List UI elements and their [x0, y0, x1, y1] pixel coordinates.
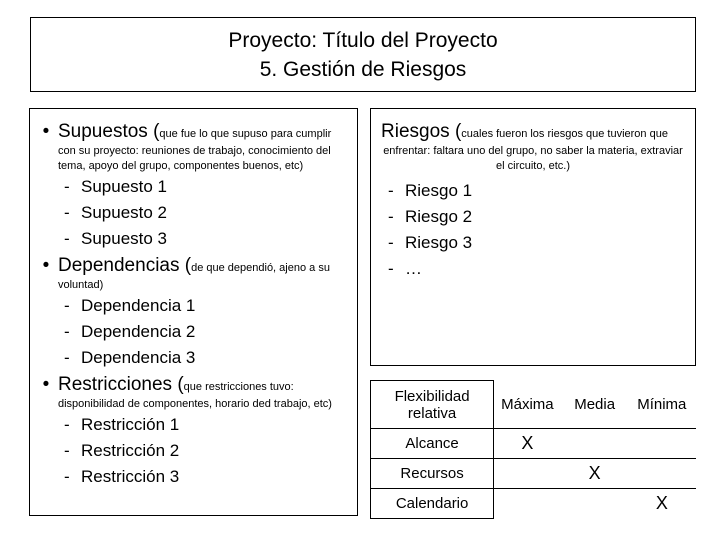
column-header-minima: Mínima [628, 381, 695, 429]
open-paren: ( [184, 255, 192, 276]
restriccion-item: Restricción 2 [81, 441, 180, 460]
bullet-icon: • [42, 374, 50, 395]
supuestos-section [34, 122, 351, 252]
slide-header [30, 17, 696, 92]
dash: - [388, 259, 394, 278]
row-label-calendario: Calendario [371, 489, 494, 519]
column-header-media: Media [561, 381, 628, 429]
supuesto-item: Supuesto 2 [81, 203, 168, 222]
supuestos-list [34, 174, 351, 252]
dependencias-heading [34, 256, 351, 278]
supuestos-heading [34, 122, 351, 144]
dash: - [388, 207, 394, 226]
row-label-recursos: Recursos [371, 459, 494, 489]
mark-cell [628, 429, 695, 459]
dependencias-list [34, 293, 351, 371]
supuesto-item: Supuesto 3 [81, 229, 168, 248]
list-item [64, 464, 351, 490]
dash: - [64, 348, 70, 367]
list-item [64, 200, 351, 226]
dash: - [388, 181, 394, 200]
list-item [388, 178, 689, 204]
table-row [371, 459, 696, 489]
dash: - [64, 322, 70, 341]
riesgos-title: Riesgos [381, 121, 450, 142]
column-header-maxima: Máxima [494, 381, 561, 429]
list-item [64, 174, 351, 200]
dash: - [64, 296, 70, 315]
open-paren: ( [454, 121, 462, 142]
list-item [388, 204, 689, 230]
restricciones-list [34, 412, 351, 490]
riesgos-desc: enfrentar: faltara uno del grupo, no saber la materia, extraviar el circuito, etc.) [383, 145, 683, 172]
riesgo-item: Riesgo 2 [405, 207, 473, 226]
restriccion-item: Restricción 3 [81, 467, 180, 486]
mark-cell [561, 489, 628, 519]
dependencia-item: Dependencia 2 [81, 322, 196, 341]
section-title: 5. Gestión de Riesgos [259, 57, 467, 81]
list-item [64, 293, 351, 319]
dash: - [64, 415, 70, 434]
mark-cell [494, 489, 561, 519]
riesgo-item: Riesgo 3 [405, 233, 473, 252]
open-paren: ( [177, 374, 184, 395]
dependencias-section [34, 256, 351, 371]
list-item [388, 230, 689, 256]
bullet-icon: • [42, 255, 50, 276]
riesgos-panel [370, 108, 696, 366]
dash: - [64, 177, 70, 196]
dependencias-desc-inline: de que dependió, ajeno a su [191, 262, 330, 274]
restricciones-desc-inline: que restricciones tuvo: [183, 381, 294, 393]
dependencias-title: Dependencias [58, 255, 180, 276]
mark-cell [628, 459, 695, 489]
table-header-row [371, 381, 696, 429]
bullet-icon: • [42, 121, 50, 142]
list-item [64, 345, 351, 371]
row-label-alcance: Alcance [371, 429, 494, 459]
mark-cell: X [561, 459, 628, 489]
mark-cell: X [628, 489, 695, 519]
riesgo-item: Riesgo 1 [405, 181, 473, 200]
left-panel [29, 108, 358, 516]
restricciones-section [34, 375, 351, 490]
dash: - [64, 467, 70, 486]
dash: - [388, 233, 394, 252]
table-row [371, 429, 696, 459]
list-item [64, 438, 351, 464]
dash: - [64, 203, 70, 222]
restricciones-desc: disponibilidad de componentes, horario ded trabajo, etc) [58, 398, 332, 410]
riesgo-item: … [405, 259, 422, 278]
riesgos-desc-inline: cuales fueron los riesgos que tuvieron que [461, 128, 668, 140]
dependencia-item: Dependencia 1 [81, 296, 196, 315]
dependencia-item: Dependencia 3 [81, 348, 196, 367]
dependencias-desc: voluntad) [58, 279, 104, 291]
restriccion-item: Restricción 1 [81, 415, 180, 434]
list-item [64, 319, 351, 345]
list-item [388, 256, 689, 282]
project-title: Proyecto: Título del Proyecto [228, 28, 498, 52]
riesgos-list [377, 178, 689, 282]
supuestos-desc: con su proyecto: reuniones de trabajo, conocimiento del tema, apoyo del grupo, componentes buenos, etc) [58, 145, 331, 172]
table-row [371, 489, 696, 519]
riesgos-heading [377, 122, 689, 144]
open-paren: ( [153, 121, 160, 142]
supuestos-title: Supuestos [58, 121, 148, 142]
restricciones-heading [34, 375, 351, 397]
list-item [64, 226, 351, 252]
supuesto-item: Supuesto 1 [81, 177, 168, 196]
restricciones-title: Restricciones [58, 374, 173, 395]
supuestos-desc-inline: que fue lo que supuso para cumplir [159, 128, 332, 140]
flexibility-header-cell: Flexibilidad relativa [371, 381, 494, 429]
mark-cell [494, 459, 561, 489]
flexibility-table [370, 380, 696, 519]
mark-cell [561, 429, 628, 459]
dash: - [64, 441, 70, 460]
list-item [64, 412, 351, 438]
mark-cell: X [494, 429, 561, 459]
dash: - [64, 229, 70, 248]
